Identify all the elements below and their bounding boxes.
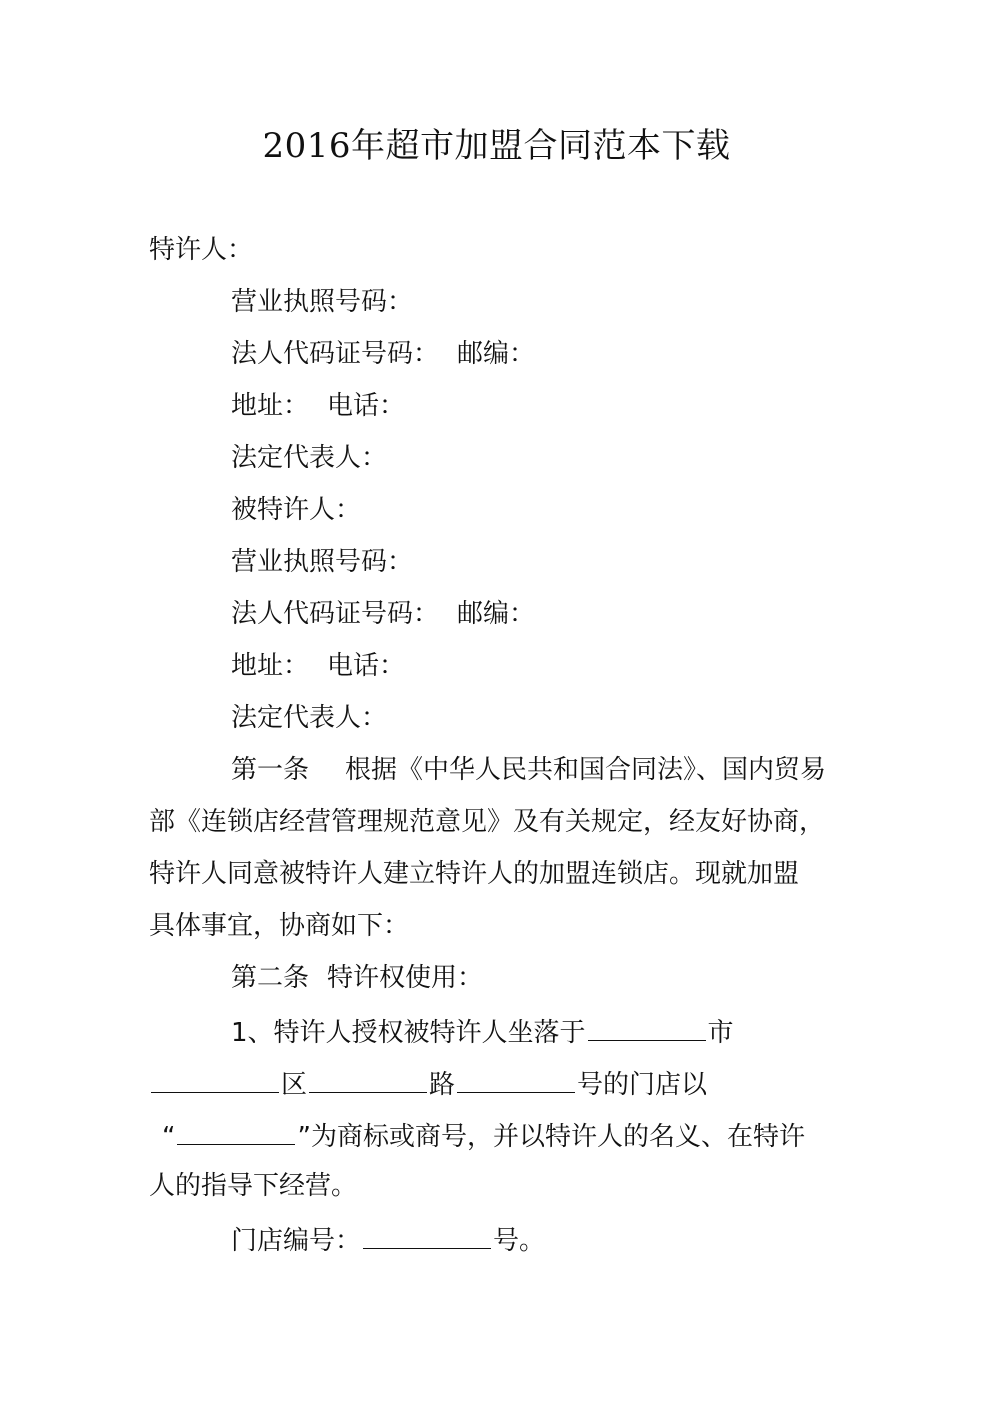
franchisee-license-field: 营业执照号码：	[231, 547, 414, 577]
number-blank[interactable]	[457, 1062, 575, 1093]
road-blank[interactable]	[309, 1062, 427, 1093]
franchisor-address-row	[231, 386, 405, 426]
franchisor-code-row	[231, 334, 535, 374]
store-number-label: 门店编号：	[231, 1226, 362, 1256]
article1-heading: 第一条	[231, 755, 310, 785]
franchisor-address-field: 地址：	[231, 391, 310, 421]
clause1-line2	[149, 1062, 707, 1105]
quote-open: “	[162, 1122, 176, 1152]
clause1-trademark-text: 为商标或商号，并以特许人的名义、在特许	[310, 1122, 805, 1152]
city-blank[interactable]	[588, 1010, 706, 1041]
franchisee-code-field: 法人代码证号码：	[231, 599, 440, 629]
store-number-blank[interactable]	[363, 1218, 491, 1249]
article1-line3: 特许人同意被特许人建立特许人的加盟连锁店。现就加盟	[149, 859, 800, 889]
franchisee-label: 被特许人：	[231, 495, 362, 525]
franchisee-phone-field: 电话：	[327, 651, 406, 681]
franchisee-rep-field: 法定代表人：	[231, 703, 388, 733]
clause1-prefix: 1、特许人授权被特许人坐落于	[231, 1018, 586, 1048]
franchisor-postcode-field: 邮编：	[457, 339, 536, 369]
franchisor-rep-field: 法定代表人：	[231, 443, 388, 473]
article1-text-1: 根据《中华人民共和国合同法》、国内贸易	[345, 755, 827, 785]
franchisor-code-field: 法人代码证号码：	[231, 339, 440, 369]
clause1-line4: 人的指导下经营。	[149, 1171, 358, 1201]
clause1-line1	[231, 1010, 734, 1053]
store-number-suffix: 号。	[493, 1226, 546, 1256]
clause1-line3	[162, 1114, 805, 1157]
franchisor-label: 特许人：	[149, 235, 254, 265]
article1-line4: 具体事宜，协商如下：	[149, 911, 410, 941]
district-blank[interactable]	[151, 1062, 279, 1093]
quote-close: ”	[297, 1122, 311, 1152]
article2-heading: 第二条	[231, 963, 310, 993]
franchisor-phone-field: 电话：	[327, 391, 406, 421]
clause1-city: 市	[707, 1018, 734, 1048]
article1-line1	[231, 750, 826, 790]
document-title: 2016年超市加盟合同范本下载	[262, 126, 731, 166]
franchisee-address-field: 地址：	[231, 651, 310, 681]
article2-line	[231, 958, 483, 998]
article1-line2: 部《连锁店经营管理规范意见》及有关规定，经友好协商，	[149, 807, 826, 837]
clause1-number-suffix: 号的门店以	[577, 1070, 708, 1100]
store-number-line	[231, 1218, 545, 1261]
clause1-district: 区	[281, 1070, 308, 1100]
franchisee-address-row	[231, 646, 405, 686]
franchisor-license-field: 营业执照号码：	[231, 287, 414, 317]
article2-subtitle: 特许权使用：	[327, 963, 484, 993]
trademark-blank[interactable]	[177, 1114, 295, 1145]
franchisee-code-row	[231, 594, 535, 634]
clause1-road: 路	[429, 1070, 456, 1100]
franchisee-postcode-field: 邮编：	[457, 599, 536, 629]
